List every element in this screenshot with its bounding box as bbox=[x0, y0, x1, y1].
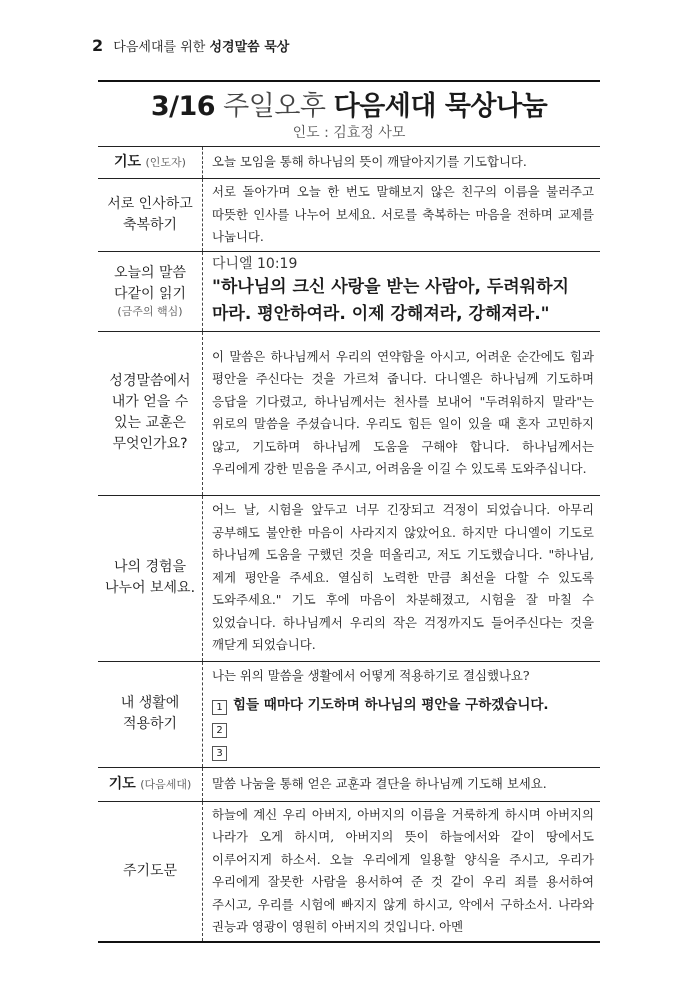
cell-apply bbox=[203, 661, 601, 767]
label-experience-2: 나누어 보세요. bbox=[104, 580, 196, 596]
label-experience-1: 나의 경험을 bbox=[113, 559, 187, 575]
text-experience: 어느 날, 시험을 앞두고 너무 긴장되고 걱정이 되었습니다. 아무리 공부해도 불안한 마음이 사라지지 않았어요. 하지만 다니엘이 기도로 하나님께 도움을 구했던 것을 떠올리고, 저도 기도했습니다. "하나님, 제게 평안을 주세요. 열심히 노력한 만큼 최선을 다할 수 있도록 도와주세요." 기도 후에 마음이 차분해졌고, 시험을 잘 마칠 수 있었습니다. 하나님께서 우리의 작은 걱정까지도 들어주신다는 것을 깨닫게 되었습니다. bbox=[203, 495, 601, 661]
label-apply bbox=[98, 661, 203, 767]
apply-question: 나는 위의 말씀을 생활에서 어떻게 적용하기로 결심했나요? bbox=[212, 668, 530, 684]
label-apply-2: 적용하기 bbox=[122, 716, 178, 732]
label-greeting-2: 축복하기 bbox=[122, 216, 178, 233]
row-greeting bbox=[98, 179, 600, 252]
label-lords-prayer bbox=[98, 801, 203, 942]
label-apply-1: 내 생활에 bbox=[120, 695, 180, 711]
title-main: 다음세대 묵상나눔 bbox=[333, 91, 548, 122]
apply-item-2-number: 2 bbox=[212, 723, 227, 738]
apply-item-3-number: 3 bbox=[212, 746, 227, 761]
label-reading bbox=[98, 251, 203, 331]
text-lords-prayer: 하늘에 계신 우리 아버지, 아버지의 이름을 거룩하게 하시며 아버지의 나라가 오게 하시며, 아버지의 뜻이 하늘에서와 같이 땅에서도 이루어지게 하소서. 오늘 우리에게 일용할 양식을 주시고, 우리가 우리에게 잘못한 사람을 용서하여 준 것 같이 우리 죄를 용서하여 주시고, 우리를 시험에 빠지지 않게 하시고, 악에서 구하소서. 나라와 권능과 영광이 영원히 아버지의 것입니다. 아멘 bbox=[203, 801, 601, 942]
apply-item-1-number: 1 bbox=[212, 700, 227, 715]
label-lesson-2: 내가 얻을 수 bbox=[111, 394, 189, 410]
top-rule bbox=[98, 80, 600, 82]
text-prayer-close: 말씀 나눔을 통해 얻은 교훈과 결단을 하나님께 기도해 보세요. bbox=[203, 767, 601, 801]
row-apply bbox=[98, 661, 600, 767]
label-prayer-open bbox=[98, 147, 203, 179]
row-lesson bbox=[98, 331, 600, 495]
header-prefix: 다음세대를 위한 bbox=[113, 40, 206, 55]
label-lesson-1: 성경말씀에서 bbox=[109, 373, 191, 389]
label-prayer-close-main: 기도 bbox=[108, 775, 136, 792]
label-reading-1: 오늘의 말씀 bbox=[113, 265, 187, 281]
apply-item-1-text: 힘들 때마다 기도하며 하나님의 평안을 구하겠습니다. bbox=[233, 696, 549, 713]
page-header bbox=[92, 36, 289, 55]
label-greeting bbox=[98, 179, 203, 252]
text-greeting: 서로 돌아가며 오늘 한 번도 말해보지 않은 친구의 이름을 불러주고 따뜻한 인사를 나누어 보세요. 서로를 축복하는 마음을 전하며 교제를 나눕니다. bbox=[203, 179, 601, 252]
page-title bbox=[98, 84, 600, 123]
text-prayer-open: 오늘 모임을 통해 하나님의 뜻이 깨달아지기를 기도합니다. bbox=[203, 147, 601, 179]
label-greeting-1: 서로 인사하고 bbox=[107, 195, 193, 212]
row-lords-prayer bbox=[98, 801, 600, 942]
label-lesson-3: 있는 교훈은 bbox=[113, 415, 187, 431]
header-title: 성경말씀 묵상 bbox=[209, 40, 290, 55]
label-prayer-close-sub: (다음세대) bbox=[140, 777, 192, 791]
label-lesson bbox=[98, 331, 203, 495]
verse-text: "하나님의 크신 사랑을 받는 사람아, 두려워하지 마라. 평안하여라. 이제 강해져라, 강해져라." bbox=[212, 277, 569, 324]
row-prayer-open bbox=[98, 147, 600, 179]
title-date: 3/16 bbox=[150, 91, 216, 122]
label-prayer-sub: (인도자) bbox=[145, 156, 186, 169]
row-reading bbox=[98, 251, 600, 331]
label-lords-prayer-text: 주기도문 bbox=[122, 862, 178, 879]
apply-item-2[interactable] bbox=[212, 717, 594, 740]
label-lesson-4: 무엇인가요? bbox=[112, 436, 188, 452]
apply-item-3[interactable] bbox=[212, 740, 594, 763]
label-reading-3: (금주의 핵심) bbox=[117, 305, 183, 318]
label-prayer-close bbox=[98, 767, 203, 801]
meditation-table bbox=[98, 146, 600, 943]
leader-line: 인도 : 김효정 사모 bbox=[292, 125, 406, 141]
verse-reference: 다니엘 10:19 bbox=[212, 256, 298, 272]
row-experience bbox=[98, 495, 600, 661]
label-experience bbox=[98, 495, 203, 661]
apply-item-1[interactable] bbox=[212, 694, 594, 717]
label-reading-2: 다같이 읽기 bbox=[113, 286, 187, 302]
text-lesson: 이 말씀은 하나님께서 우리의 연약함을 아시고, 어려운 순간에도 힘과 평안을 주신다는 것을 가르쳐 줍니다. 다니엘은 하나님께 기도하며 응답을 기다렸고, 하나님께서는 천사를 보내어 "두려워하지 말라"는 위로의 말씀을 주셨습니다. 우리도 힘든 일이 있을 때 혼자 고민하지 않고, 기도하며 하나님께 도움을 구해야 합니다. 하나님께서는 우리에게 강한 믿음을 주시고, 어려움을 이길 수 있도록 도와주십니다. bbox=[203, 331, 601, 495]
page-number: 2 bbox=[92, 36, 104, 55]
title-service: 주일오후 bbox=[223, 91, 326, 122]
cell-reading bbox=[203, 251, 601, 331]
row-prayer-close bbox=[98, 767, 600, 801]
label-prayer-main: 기도 bbox=[114, 154, 142, 170]
